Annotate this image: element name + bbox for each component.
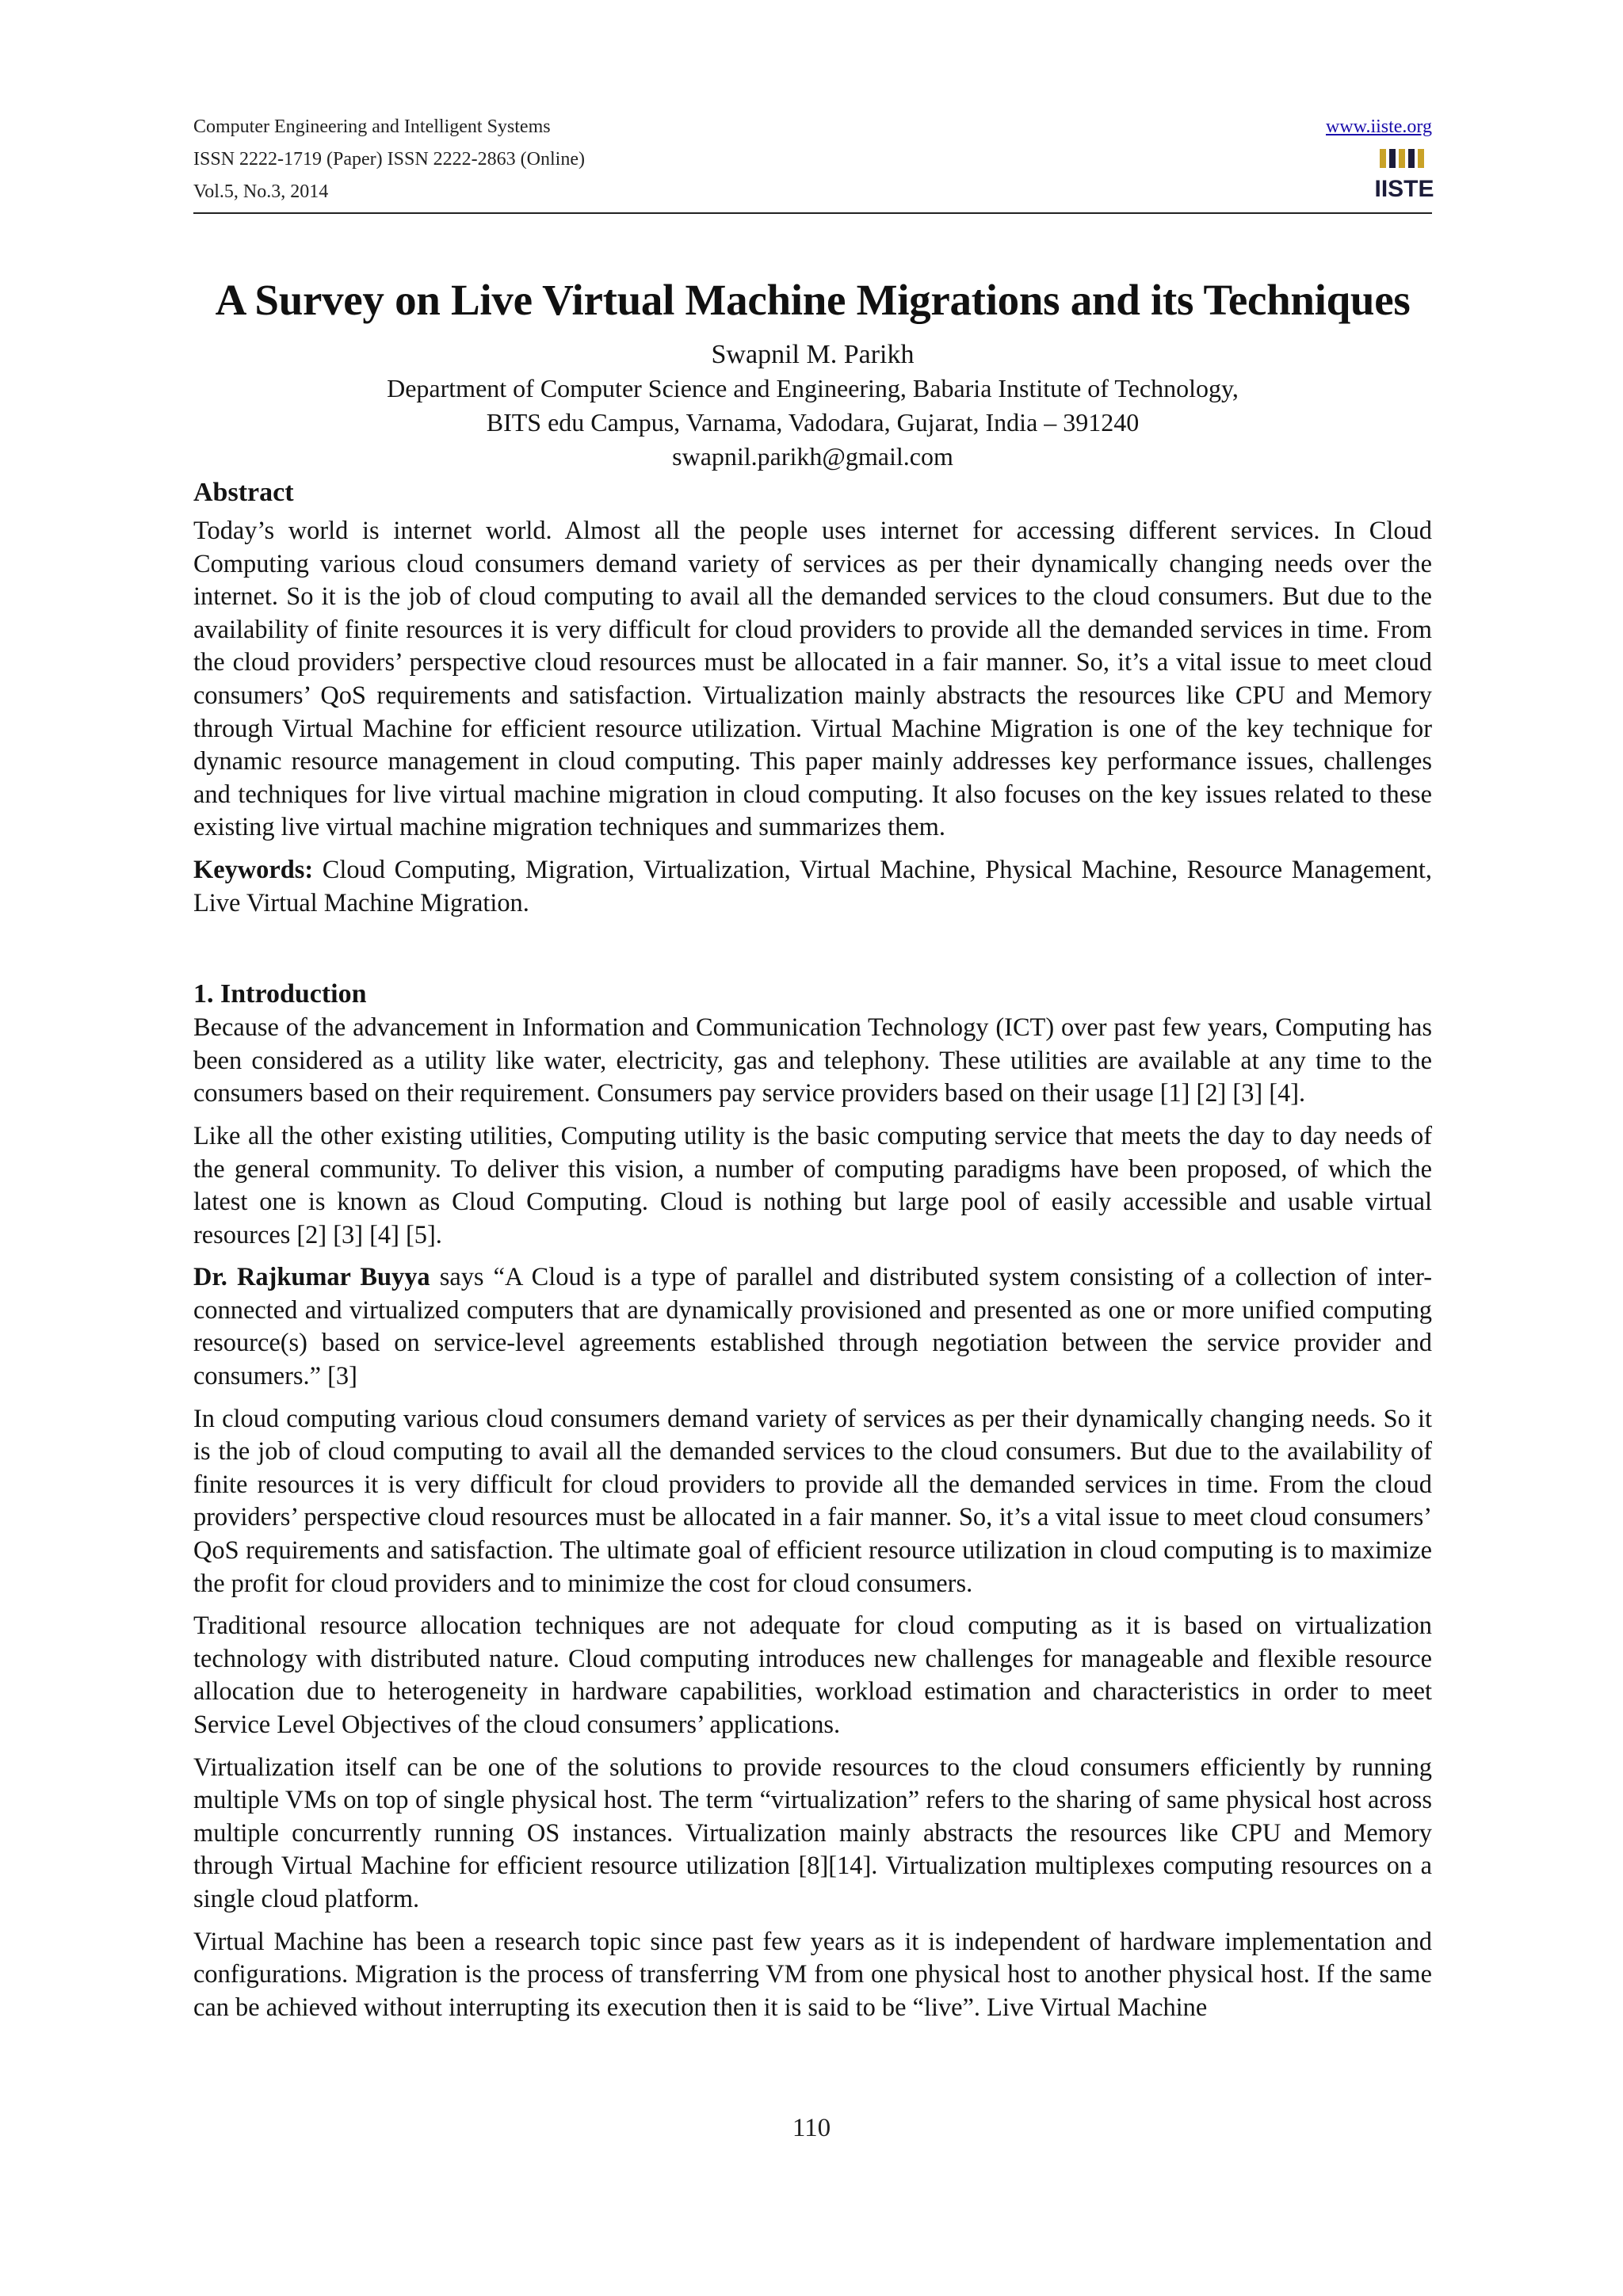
intro-paragraph-1: Because of the advancement in Information and Communication Technology (ICT) over past few years, Computing has been considered as a utility like water, electricity, gas and telephony. These utilities are available at any time to the consumers based on their requirement. Consumers pay service providers based on their usage [1] [2] [3] [4]. (193, 1013, 1432, 1108)
page-number: 110 (792, 2114, 831, 2142)
journal-name: Computer Engineering and Intelligent Systems (193, 116, 551, 137)
buyya-quote: says “A Cloud is a type of parallel and distributed system consisting of a collection of inter-connected and virtualized computers that are dynamically provisioned and presented as one or more unified computing resource(s) based on service-level agreements established through negotiation between the service provider and consumers.” [3] (193, 1263, 1432, 1391)
intro-paragraph-2: Like all the other existing utilities, Computing utility is the basic computing service that meets the day to day needs of the general community. To deliver this vision, a number of computing paradigms have been proposed, of which the latest one is known as Cloud Computing. Cloud is nothing but large pool of easily accessible and usable virtual resources [2] [3] [4] [5]. (193, 1121, 1432, 1249)
buyya-name: Dr. Rajkumar Buyya (193, 1263, 430, 1292)
logo-lettering: IISTE (1374, 176, 1434, 202)
intro-paragraph-6: Virtualization itself can be one of the solutions to provide resources to the cloud consumers efficiently by running multiple VMs on top of single physical host. The term “virtualization” refers to the sharing of same physical host across multiple concurrently running OS instances. Virtualization mainly abstracts the resources like CPU and Memory through Virtual Machine for efficient resource utilization [8][14]. Virtualization multiplexes computing resources on a single cloud platform. (193, 1753, 1432, 1913)
introduction-heading: 1. Introduction (193, 979, 367, 1009)
paper-body (193, 475, 1432, 2024)
author-block (193, 338, 1432, 474)
header-rule (193, 212, 1432, 214)
running-header (193, 111, 1432, 209)
abstract-text: Today’s world is internet world. Almost all the people uses internet for accessing different services. In Cloud Computing various cloud consumers demand variety of services as per their dynamically changing needs over the internet. So it is the job of cloud computing to avail all the demanded services to the cloud consumers. But due to the availability of finite resources it is very difficult for cloud providers to provide all the demanded services in time. From the cloud providers’ perspective cloud resources must be allocated in a fair manner. So, it’s a vital issue to meet cloud consumers’ QoS requirements and satisfaction. Virtualization mainly abstracts the resources like CPU and Memory through Virtual Machine for efficient resource utilization. Virtual Machine Migration is one of the key technique for dynamic resource management in cloud computing. This paper mainly addresses key performance issues, challenges and techniques for live virtual machine migration in cloud computing. It also focuses on the key issues related to these existing live virtual machine migration techniques and summarizes them. (193, 517, 1432, 842)
intro-paragraph-4: In cloud computing various cloud consumers demand variety of services as per their dynamically changing needs. So it is the job of cloud computing to avail all the demanded services to the cloud consumers. But due to the availability of finite resources it is very difficult for cloud providers to provide all the demanded services in time. From the cloud providers’ perspective cloud resources must be allocated in a fair manner. So, it’s a vital issue to meet cloud consumers’ QoS requirements and satisfaction. The ultimate goal of efficient resource utilization in cloud computing is to maximize the profit for cloud providers and to minimize the cost for cloud consumers. (193, 1404, 1432, 1598)
paper-title: A Survey on Live Virtual Machine Migrations and its Techniques (215, 276, 1411, 324)
intro-paragraph-7: Virtual Machine has been a research topic since past few years as it is independent of hardware implementation and configurations. Migration is the process of transferring VM from one physical host to another physical host. If the same can be achieved without interrupting its execution then it is said to be “live”. Live Virtual Machine (193, 1927, 1432, 2022)
author-email: swapnil.parikh@gmail.com (672, 442, 953, 471)
author-affiliation-line1: Department of Computer Science and Engineering, Babaria Institute of Technology, (387, 374, 1239, 402)
keywords-list: Cloud Computing, Migration, Virtualization, Virtual Machine, Physical Machine, Resource Management, Live Virtual Machine Migration. (193, 855, 1432, 917)
website-link[interactable]: www.iiste.org (1326, 116, 1432, 137)
iiste-logo-icon (1374, 147, 1434, 203)
keywords-paragraph (193, 854, 1432, 920)
author-affiliation-line2: BITS edu Campus, Varnama, Vadodara, Gujarat, India – 391240 (486, 408, 1140, 437)
intro-paragraph-5: Traditional resource allocation techniques are not adequate for cloud computing as it is based on virtualization technology with distributed nature. Cloud computing introduces new challenges for manageable and flexible resource allocation due to heterogeneity in hardware capabilities, workload estimation and characteristics in order to meet Service Level Objectives of the cloud consumers’ applications. (193, 1611, 1432, 1739)
journal-issn: ISSN 2222-1719 (Paper) ISSN 2222-2863 (Online) (193, 149, 585, 170)
intro-paragraph-3 (193, 1261, 1432, 1393)
keywords-label: Keywords: (193, 855, 314, 884)
paper-page (193, 111, 1434, 2022)
author-name: Swapnil M. Parikh (711, 340, 915, 369)
abstract-heading: Abstract (193, 478, 294, 507)
journal-volume: Vol.5, No.3, 2014 (193, 181, 329, 202)
